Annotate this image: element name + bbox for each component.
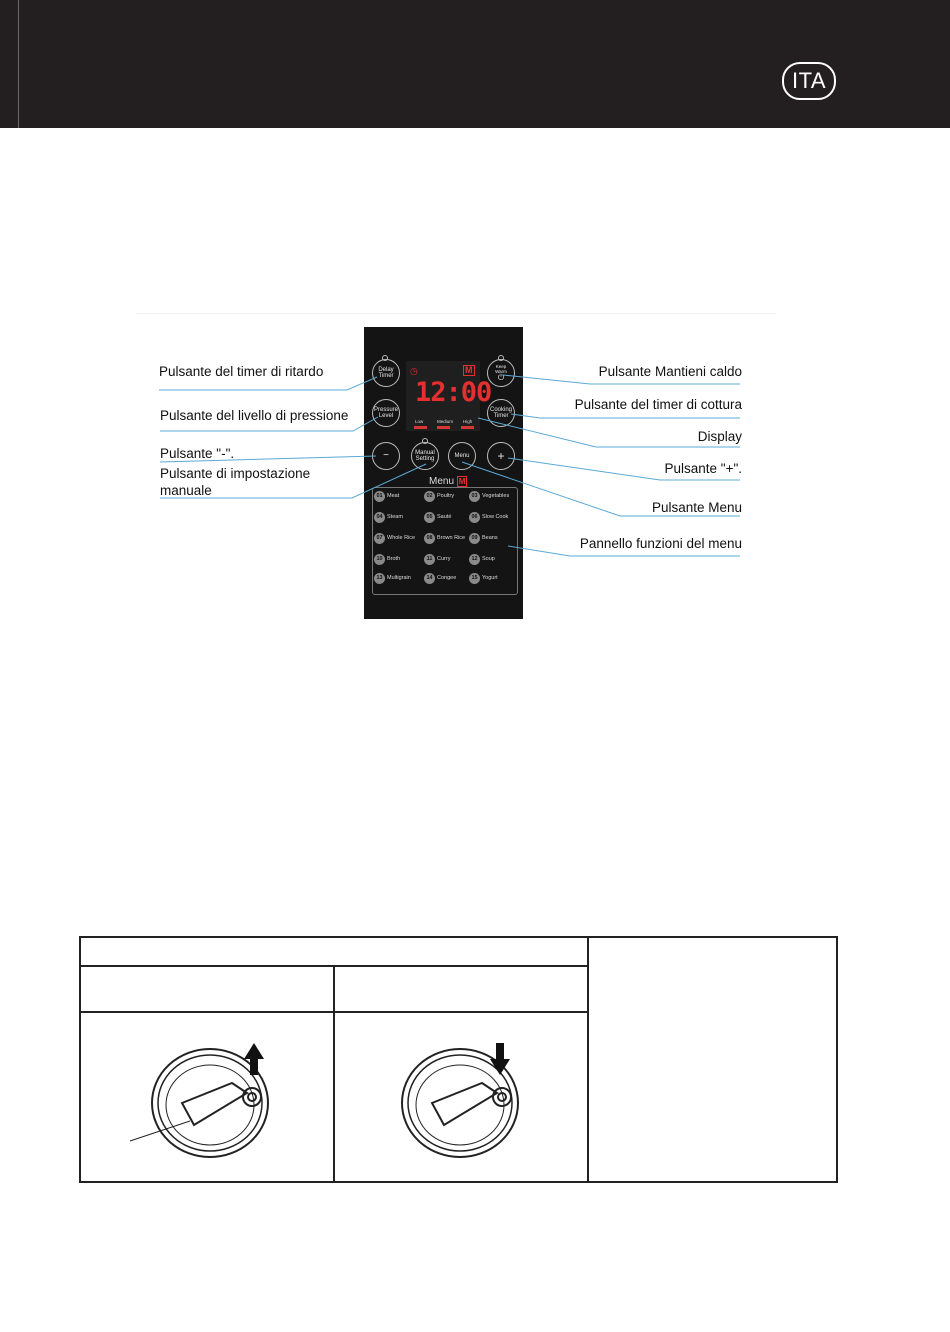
menu-button: Menu [448, 442, 476, 470]
menu-item-label: Soup [482, 555, 495, 562]
lid-illustration-table [79, 936, 838, 1183]
power-icon: ⏻ [497, 373, 505, 382]
menu-item-number: 11 [424, 554, 435, 565]
menu-item-number: 08 [424, 533, 435, 544]
menu-item-number: 09 [469, 533, 480, 544]
leader-pressure-level [160, 417, 378, 431]
label-manual-setting-1: Pulsante di impostazione [160, 466, 311, 481]
label-cooking-timer: Pulsante del timer di cottura [574, 397, 742, 412]
lid-open-cell [80, 1012, 334, 1182]
menu-item-label: Meat [387, 492, 400, 499]
menu-item-number: 14 [424, 573, 435, 584]
level-high-label: High [463, 419, 473, 424]
clock-icon: ◷ [410, 366, 418, 376]
lid-close-drawing [336, 1013, 586, 1181]
level-medium-label: Medium [437, 419, 454, 424]
menu-item-label: Yogurt [482, 574, 498, 581]
leader-manual-setting [160, 464, 426, 498]
menu-item-label: Curry [437, 555, 451, 562]
minus-button: − [372, 442, 400, 470]
label-keep-warm: Pulsante Mantieni caldo [598, 364, 742, 379]
language-badge: ITA [782, 62, 836, 100]
menu-item-number: 10 [374, 554, 385, 565]
menu-item-number: 05 [424, 512, 435, 523]
menu-item-label: Brown Rice [437, 534, 466, 541]
menu-item-label: Whole Rice [387, 534, 416, 541]
lid-close-cell [334, 1012, 588, 1182]
menu-title-text: Menu [429, 476, 455, 487]
table-subheader-right [334, 966, 588, 1012]
menu-item-number: 04 [374, 512, 385, 523]
menu-item-number: 02 [424, 491, 435, 502]
leader-display [478, 418, 740, 447]
label-delay-timer: Pulsante del timer di ritardo [159, 364, 324, 379]
table-side-cell [588, 937, 837, 1182]
leader-menu [462, 462, 740, 516]
menu-item-label: Congee [437, 574, 457, 581]
label-menu: Pulsante Menu [651, 500, 742, 515]
menu-m-icon: M [458, 477, 466, 486]
menu-item-number: 01 [374, 491, 385, 502]
leader-keep-warm [503, 375, 740, 384]
label-display: Display [697, 429, 742, 444]
table-header-cell [80, 937, 588, 966]
leader-minus [160, 456, 376, 462]
leader-plus [508, 458, 740, 480]
display-time: 12:00 [415, 377, 492, 408]
menu-item-number: 13 [374, 573, 385, 584]
display-indicator: M [465, 365, 473, 375]
leader-menu-panel [508, 546, 740, 556]
leader-delay-timer [159, 377, 377, 390]
table-subheader-left [80, 966, 334, 1012]
delay-timer-button: Delay Timer [372, 359, 400, 387]
menu-item-label: Steam [387, 513, 403, 520]
label-pressure-level: Pulsante del livello di pressione [160, 408, 349, 423]
menu-item-label: Slow Cook [482, 513, 509, 520]
label-menu-panel: Pannello funzioni del menu [579, 536, 742, 551]
label-manual-setting-2: manuale [160, 483, 212, 498]
lid-open-drawing [82, 1013, 332, 1181]
menu-item-label: Multigrain [387, 574, 411, 581]
label-minus: Pulsante "-". [160, 446, 235, 461]
menu-item-label: Poultry [437, 492, 455, 499]
menu-item-label: Sauté [437, 513, 452, 520]
keep-warm-label: Keep Warm [495, 364, 507, 374]
level-low-label: Low [415, 419, 424, 424]
menu-item-number: 03 [469, 491, 480, 502]
plus-button: + [487, 442, 515, 470]
menu-item-number: 15 [469, 573, 480, 584]
menu-item-number: 07 [374, 533, 385, 544]
manual-setting-button: Manual Setting [411, 442, 439, 470]
leader-cooking-timer [511, 414, 740, 418]
label-plus: Pulsante "+". [664, 461, 742, 476]
menu-item-label: Broth [387, 555, 401, 562]
cooking-timer-button: Cooking Timer [487, 399, 515, 427]
pressure-level-button: Pressure Level [372, 399, 400, 427]
menu-item-label: Beans [482, 534, 498, 541]
menu-item-number: 12 [469, 554, 480, 565]
menu-item-label: Vegetables [482, 492, 510, 499]
menu-item-number: 06 [469, 512, 480, 523]
